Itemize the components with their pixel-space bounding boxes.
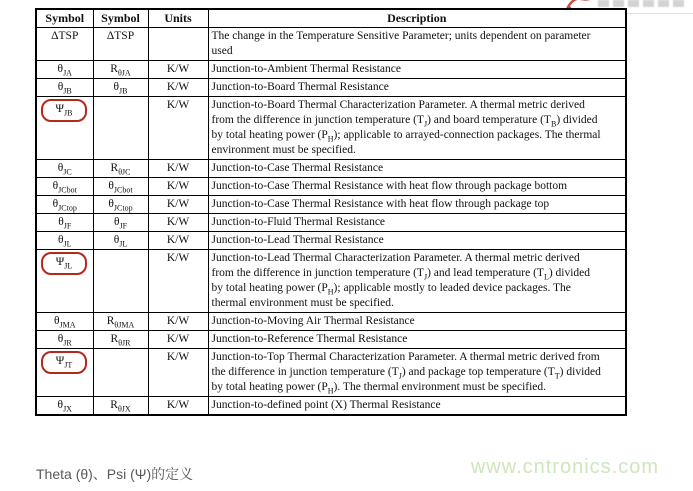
thermal-symbols-table xyxy=(35,8,627,416)
table-row xyxy=(36,160,626,178)
symbol-cell: $\theta_{JL}$ xyxy=(36,232,93,250)
symbol-cell: $\theta_{JB}$ xyxy=(36,79,93,97)
table-header-row xyxy=(36,9,626,28)
description-cell: Junction-to-Top Thermal Characterization Parameter. A thermal metric derived from the difference in junction temperature $(T_J)$ and package top temperature $(T_T)$ divided by total heating power $(P_H)$. The thermal environment must be specified. xyxy=(208,349,626,397)
table-row xyxy=(36,232,626,250)
table-row xyxy=(36,250,626,313)
figure-caption: Theta (θ)、Psi (Ψ)的定义 xyxy=(36,466,194,482)
table-row xyxy=(36,178,626,196)
units-cell: K/W xyxy=(148,331,208,349)
units-cell: K/W xyxy=(148,313,208,331)
jedec-symbol-cell: $R_{\theta JA}$ xyxy=(93,61,148,79)
description-cell: Junction-to-Case Thermal Resistance with heat flow through package top xyxy=(208,196,626,214)
table-row xyxy=(36,349,626,397)
symbol-cell: $\theta_{JF}$ xyxy=(36,214,93,232)
units-cell: K/W xyxy=(148,349,208,397)
jedec-symbol-cell: $R_{\theta JMA}$ xyxy=(93,313,148,331)
divider xyxy=(625,13,693,14)
units-cell: K/W xyxy=(148,178,208,196)
symbol-cell: $\theta_{JC}$ xyxy=(36,160,93,178)
units-cell: K/W xyxy=(148,196,208,214)
symbol-cell xyxy=(36,250,93,313)
symbol-cell: $\theta_{JCtop}$ xyxy=(36,196,93,214)
description-cell: Junction-to-Reference Thermal Resistance xyxy=(208,331,626,349)
symbol-cell xyxy=(36,97,93,160)
jedec-symbol-cell xyxy=(93,97,148,160)
units-cell: K/W xyxy=(148,61,208,79)
description-cell: Junction-to-defined point (X) Thermal Resistance xyxy=(208,397,626,416)
units-cell: K/W xyxy=(148,97,208,160)
description-cell: Junction-to-Board Thermal Characterization Parameter. A thermal metric derived from the difference in junction temperature $(T_J)$ and board temperature $(T_B)$ divided by total heating power $(P_H)$; applicable to arrayed-connection packages. The thermal environment must be specified. xyxy=(208,97,626,160)
jedec-symbol-cell xyxy=(93,250,148,313)
cropped-gray-text xyxy=(598,0,684,7)
table-row xyxy=(36,97,626,160)
description-cell: Junction-to-Lead Thermal Characterization Parameter. A thermal metric derived from the difference in junction temperature $(T_J)$ and lead temperature $(T_L)$ divided by total heating power $(P_H)$; applicable mostly to leaded device packages. The thermal environment must be specified. xyxy=(208,250,626,313)
description-cell: Junction-to-Board Thermal Resistance xyxy=(208,79,626,97)
jedec-symbol-cell: $\theta_{JF}$ xyxy=(93,214,148,232)
description-cell: The change in the Temperature Sensitive Parameter; units dependent on parameter used xyxy=(208,28,626,61)
description-cell: Junction-to-Case Thermal Resistance with heat flow through package bottom xyxy=(208,178,626,196)
jedec-symbol-cell: $\theta_{JCbot}$ xyxy=(93,178,148,196)
table-row xyxy=(36,79,626,97)
symbol-cell: $\theta_{JMA}$ xyxy=(36,313,93,331)
jedec-symbol-cell: ΔTSP xyxy=(93,28,148,61)
table-row xyxy=(36,331,626,349)
jedec-symbol-cell: $R_{\theta JR}$ xyxy=(93,331,148,349)
table-body xyxy=(36,28,626,416)
site-watermark: www.cntronics.com xyxy=(470,456,659,478)
col-header-description: Description xyxy=(208,9,626,28)
description-cell: Junction-to-Ambient Thermal Resistance xyxy=(208,61,626,79)
jedec-symbol-cell: $R_{\theta JX}$ xyxy=(93,397,148,416)
table-row xyxy=(36,196,626,214)
red-oval-annotation: $\Psi_{JL}$ xyxy=(41,252,87,275)
jedec-symbol-cell: $\theta_{JCtop}$ xyxy=(93,196,148,214)
symbol-cell: $\theta_{JX}$ xyxy=(36,397,93,416)
jedec-symbol-cell: $\theta_{JL}$ xyxy=(93,232,148,250)
units-cell: K/W xyxy=(148,250,208,313)
description-cell: Junction-to-Fluid Thermal Resistance xyxy=(208,214,626,232)
description-cell: Junction-to-Lead Thermal Resistance xyxy=(208,232,626,250)
symbol-cell: ΔTSP xyxy=(36,28,93,61)
symbol-cell: $\theta_{JR}$ xyxy=(36,331,93,349)
jedec-symbol-cell: $\theta_{JB}$ xyxy=(93,79,148,97)
description-cell: Junction-to-Moving Air Thermal Resistance xyxy=(208,313,626,331)
symbol-cell xyxy=(36,349,93,397)
table-row xyxy=(36,397,626,416)
jedec-symbol-cell: $R_{\theta JC}$ xyxy=(93,160,148,178)
table-row xyxy=(36,313,626,331)
description-cell: Junction-to-Case Thermal Resistance xyxy=(208,160,626,178)
units-cell: K/W xyxy=(148,160,208,178)
red-oval-annotation: $\Psi_{JB}$ xyxy=(41,99,87,122)
symbol-cell: $\theta_{JA}$ xyxy=(36,61,93,79)
units-cell: K/W xyxy=(148,214,208,232)
units-cell: K/W xyxy=(148,232,208,250)
symbol-cell: $\theta_{JCbot}$ xyxy=(36,178,93,196)
jedec-symbol-cell xyxy=(93,349,148,397)
table-row xyxy=(36,61,626,79)
units-cell: K/W xyxy=(148,397,208,416)
red-oval-annotation: $\Psi_{JT}$ xyxy=(41,351,87,374)
table-row xyxy=(36,28,626,61)
col-header-units: Units xyxy=(148,9,208,28)
units-cell xyxy=(148,28,208,61)
col-header-symbol-1: Symbol xyxy=(36,9,93,28)
table-row xyxy=(36,214,626,232)
col-header-symbol-2: Symbol xyxy=(93,9,148,28)
units-cell: K/W xyxy=(148,79,208,97)
